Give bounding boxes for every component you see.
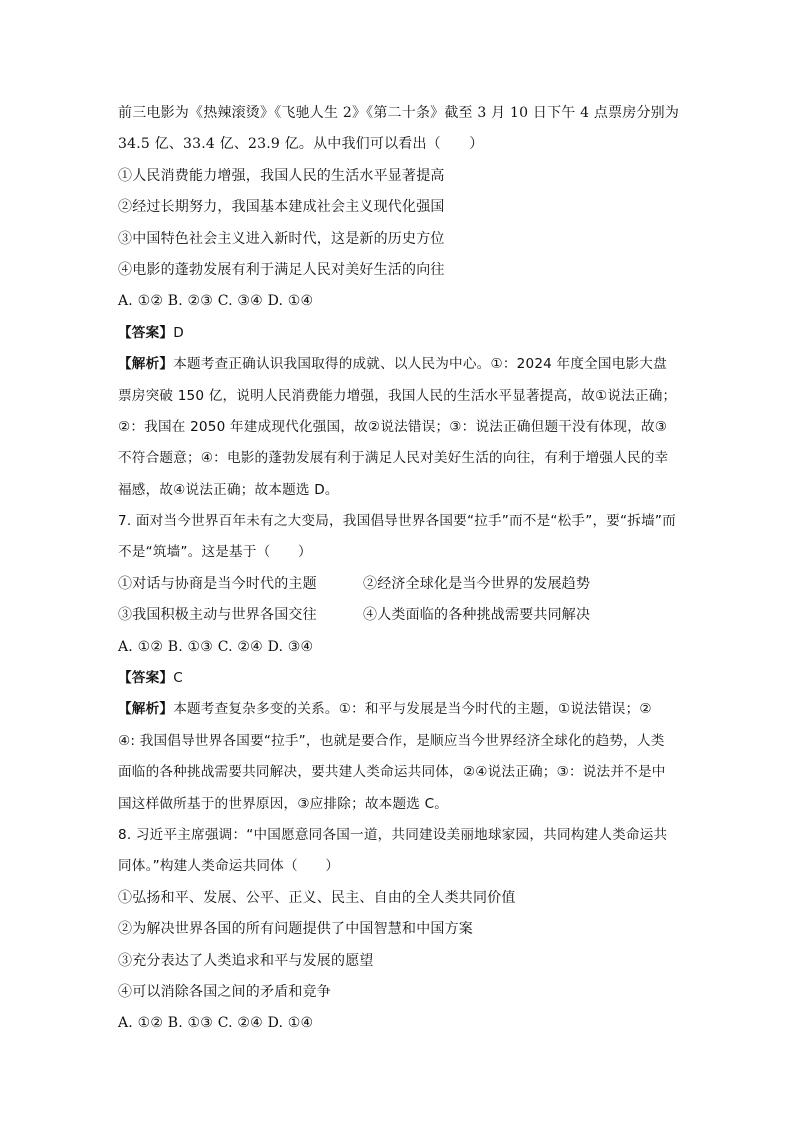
q7-answer	[118, 663, 688, 694]
q8-item-4: ④可以消除各国之间的矛盾和竞争	[118, 983, 331, 1000]
q6-item-3: ③中国特色社会主义进入新时代，这是新的历史方位	[118, 230, 445, 247]
q7-item-1: ①对话与协商是当今时代的主题	[118, 575, 317, 592]
q7-items-row-1	[118, 569, 688, 600]
q7-analysis-line-4: 国这样做所基于的世界原因，③应排除；故本题选 C。	[118, 795, 449, 812]
q7-items-row-2	[118, 600, 688, 631]
q6-options: A. ①② B. ②③ C. ③④ D. ①④	[118, 293, 314, 310]
q6-item-4: ④电影的蓬勃发展有利于满足人民对美好生活的向往	[118, 261, 445, 278]
answer-tag: 【答案】	[118, 670, 174, 687]
q6-stem-line-1: 前三电影为《热辣滚烫》《飞驰人生 2》《第二十条》截至 3 月 10 日下午 4 点票房分别为	[118, 105, 680, 121]
q8-stem-line-2: 同体。”构建人类命运共同体（ ）	[118, 858, 340, 875]
q7-analysis-line-3: 面临的各种挑战需要共同解决，要共建人类命运共同体，②④说法正确；③：说法并不是中	[118, 764, 666, 781]
q6-item-1: ①人民消费能力增强，我国人民的生活水平显著提高	[118, 167, 445, 184]
q7-options: A. ①② B. ①③ C. ②④ D. ③④	[118, 638, 314, 655]
q8-stem-line-1: 8. 习近平主席强调：“中国愿意同各国一道，共同建设美丽地球家园，共同构建人类命运共	[118, 826, 668, 843]
q6-item-2: ②经过长期努力，我国基本建成社会主义现代化强国	[118, 199, 445, 216]
q6-answer	[118, 318, 688, 349]
q7-stem-line-1: 7. 面对当今世界百年未有之大变局，我国倡导世界各国要“拉手”而不是“松手”，要“拆墙”而	[118, 513, 676, 530]
q8-options: A. ①② B. ①③ C. ②④ D. ①④	[118, 1015, 314, 1032]
document-page	[118, 98, 688, 1040]
analysis-tag: 【解析】	[118, 701, 174, 718]
q7-item-3: ③我国积极主动与世界各国交往	[118, 607, 317, 624]
q6-analysis-line-5: 福感，故④说法正确；故本题选 D。	[118, 481, 339, 498]
analysis-text: 本题考查正确认识我国取得的成就、以人民为中心。①：2024 年度全国电影大盘	[173, 356, 667, 373]
q7-analysis-line-1	[118, 694, 688, 725]
q6-analysis-line-1	[118, 349, 688, 380]
q8-item-2: ②为解决世界各国的所有问题提供了中国智慧和中国方案	[118, 921, 473, 938]
analysis-tag: 【解析】	[118, 356, 174, 373]
q6-stem-line-2: 34.5 亿、33.4 亿、23.9 亿。从中我们可以看出（ ）	[118, 136, 484, 153]
answer-value: D	[173, 324, 184, 341]
q8-item-1: ①弘扬和平、发展、公平、正义、民主、自由的全人类共同价值	[118, 889, 516, 906]
q6-analysis-line-4: 不符合题意；④：电影的蓬勃发展有利于满足人民对美好生活的向往，有利于增强人民的幸	[118, 450, 669, 467]
q6-analysis-line-2: 票房突破 150 亿，说明人民消费能力增强，我国人民的生活水平显著提高，故①说法正确；	[118, 387, 677, 404]
answer-tag: 【答案】	[118, 324, 174, 341]
q6-analysis-line-3: ②：我国在 2050 年建成现代化强国，故②说法错误；③：说法正确但题干没有体现，故③	[118, 418, 668, 435]
analysis-text: 本题考查复杂多变的关系。①：和平与发展是当今时代的主题，①说法错误；②	[173, 701, 652, 718]
q8-item-3: ③充分表达了人类追求和平与发展的愿望	[118, 952, 374, 969]
answer-value: C	[173, 670, 183, 687]
q7-analysis-line-2: ④: 我国倡导世界各国要“拉手”，也就是要合作，是顺应当今世界经济全球化的趋势，人类	[118, 732, 665, 749]
q7-item-2: ②经济全球化是当今世界的发展趋势	[363, 575, 591, 592]
q7-item-4: ④人类面临的各种挑战需要共同解决	[363, 607, 591, 624]
q7-stem-line-2: 不是“筑墙”。这是基于（ ）	[118, 544, 312, 561]
